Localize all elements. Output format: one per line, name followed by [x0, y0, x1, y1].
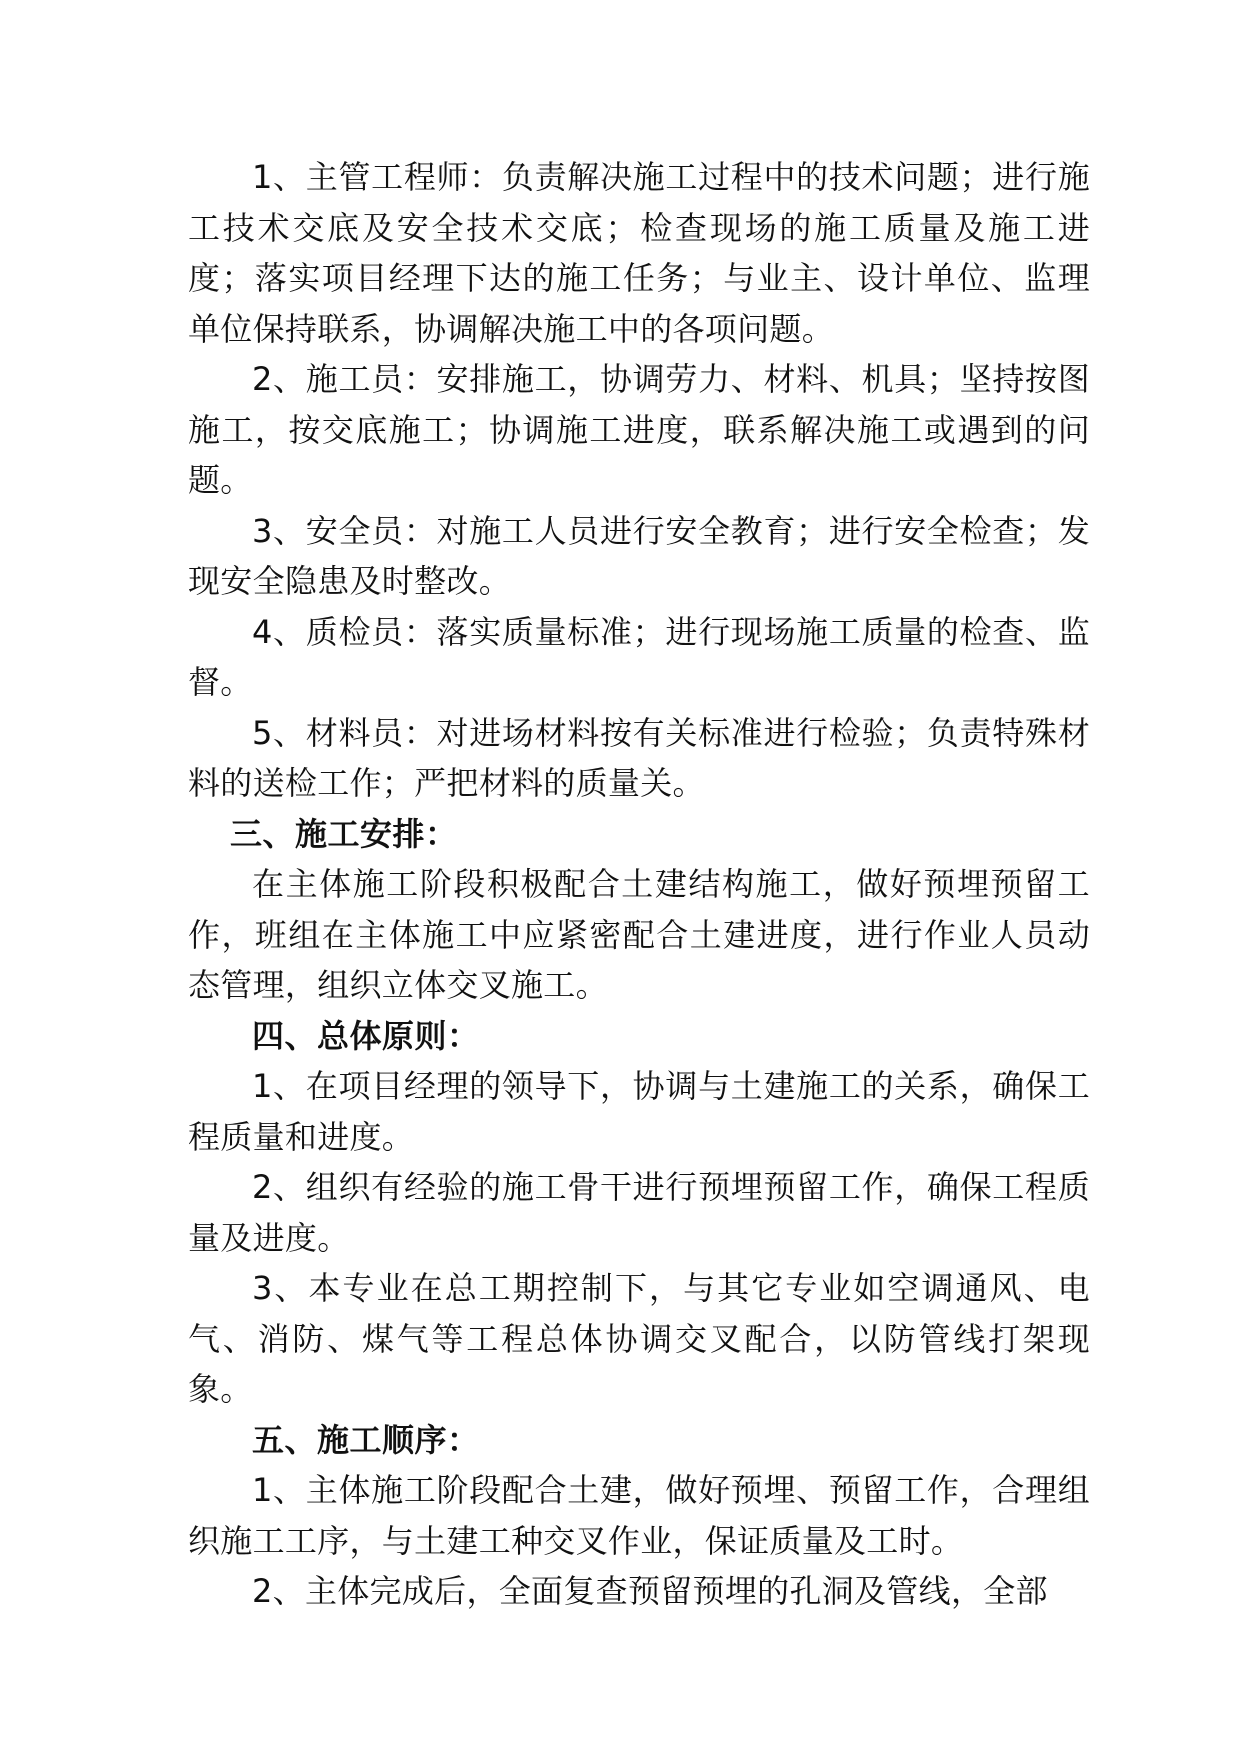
paragraph-sequence-2: 2、主体完成后，全面复查预留预埋的孔洞及管线，全部 [252, 1572, 1048, 1610]
paragraph-duty-chief-engineer: 1、主管工程师：负责解决施工过程中的技术问题；进行施工技术交底及安全技术交底；检查现场的施工质量及施工进度；落实项目经理下达的施工任务；与业主、设计单位、监理单位保持联系，协调解决施工中的各项问题。 [188, 158, 1090, 348]
paragraph-duty-material-officer: 5、材料员：对进场材料按有关标准进行检验；负责特殊材料的送检工作；严把材料的质量关。 [188, 713, 1090, 802]
paragraph-duty-quality-inspector: 4、质检员：落实质量标准；进行现场施工质量的检查、监督。 [188, 612, 1090, 701]
paragraph-sequence-1: 1、主体施工阶段配合土建，做好预埋、预留工作，合理组织施工工序，与土建工种交叉作业，保证质量及工时。 [188, 1471, 1090, 1560]
section-heading-construction-arrangement: 三、施工安排： [230, 814, 458, 853]
paragraph-principle-1: 1、在项目经理的领导下，协调与土建施工的关系，确保工程质量和进度。 [188, 1067, 1090, 1156]
paragraph-principle-3: 3、本专业在总工期控制下，与其它专业如空调通风、电气、消防、煤气等工程总体协调交叉配合，以防管线打架现象。 [188, 1269, 1090, 1408]
paragraph-duty-construction-worker: 2、施工员：安排施工，协调劳力、材料、机具；坚持按图施工，按交底施工；协调施工进度，联系解决施工或遇到的问题。 [188, 360, 1090, 499]
section-heading-construction-sequence: 五、施工顺序： [252, 1420, 480, 1459]
document-body [188, 152, 1090, 1617]
paragraph-construction-arrangement: 在主体施工阶段积极配合土建结构施工，做好预埋预留工作，班组在主体施工中应紧密配合土建进度，进行作业人员动态管理，组织立体交叉施工。 [188, 865, 1090, 1004]
paragraph-duty-safety-officer: 3、安全员：对施工人员进行安全教育；进行安全检查；发现安全隐患及时整改。 [188, 511, 1090, 600]
paragraph-principle-2: 2、组织有经验的施工骨干进行预埋预留工作，确保工程质量及进度。 [188, 1168, 1090, 1257]
section-heading-general-principles: 四、总体原则： [252, 1016, 480, 1055]
